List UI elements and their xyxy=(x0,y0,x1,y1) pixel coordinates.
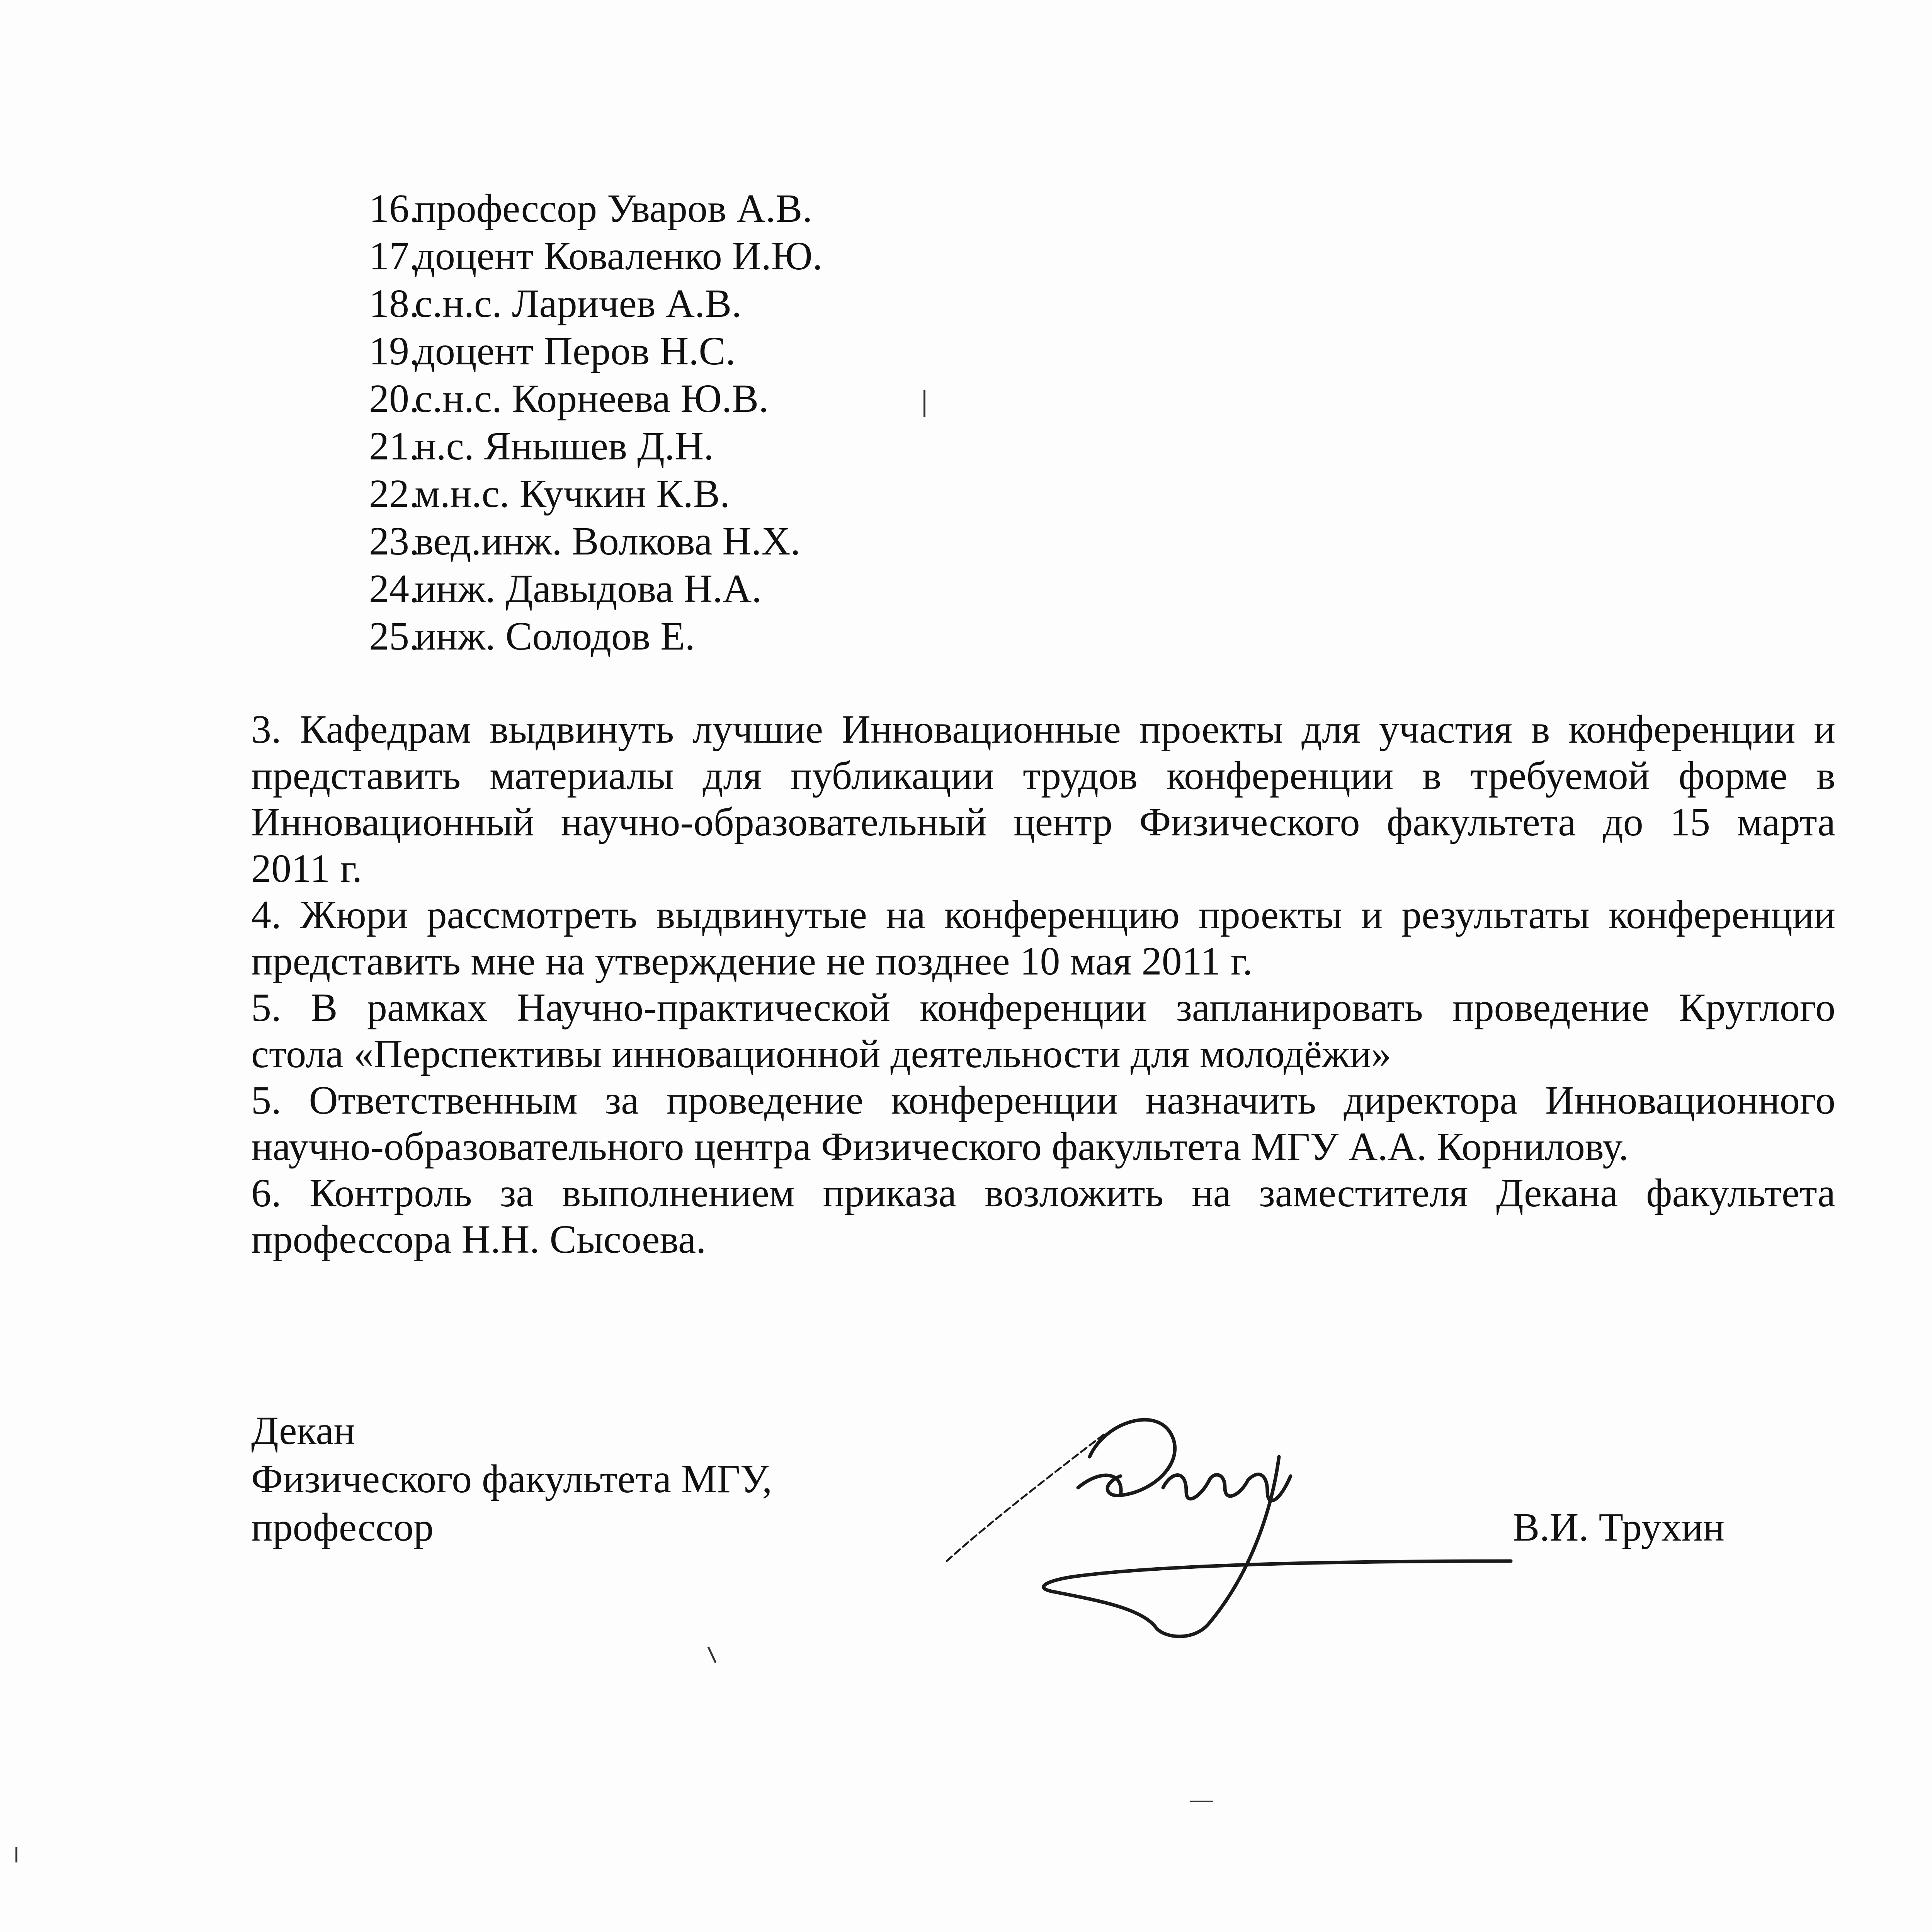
list-item-number: 22. xyxy=(369,471,419,516)
position-line: профессор xyxy=(251,1505,434,1549)
paragraph-line: 2011 г. xyxy=(251,846,362,891)
list-item-text: м.н.с. Кучкин К.В. xyxy=(415,471,730,516)
paragraph-line: представить материалы для публикации трудов конференции в требуемой форме в xyxy=(251,753,1835,798)
scan-speck xyxy=(15,1847,17,1862)
member-list xyxy=(369,185,1374,660)
paragraph-line: 5. Ответственным за проведение конференции назначить директора Инновационного xyxy=(251,1078,1835,1122)
list-item xyxy=(369,422,1374,470)
list-item-number: 23. xyxy=(369,519,419,563)
list-item-number: 17. xyxy=(369,234,419,278)
list-item-number: 25. xyxy=(369,614,419,658)
list-item xyxy=(369,517,1374,565)
paragraph-line: стола «Перспективы инновационной деятельности для молодёжи» xyxy=(251,1032,1391,1076)
paragraph-line: 5. В рамках Научно-практической конференции запланировать проведение Круглого xyxy=(251,985,1835,1030)
signatory-name: В.И. Трухин xyxy=(1513,1505,1725,1549)
list-item-number: 16. xyxy=(369,186,419,231)
position-line: Физического факультета МГУ, xyxy=(251,1457,772,1501)
list-item xyxy=(369,185,1374,232)
list-item xyxy=(369,327,1374,375)
list-item xyxy=(369,375,1374,422)
scan-speck xyxy=(707,1646,717,1663)
paragraph-item-5a xyxy=(251,985,1835,1077)
handwritten-signature xyxy=(939,1399,1519,1677)
paragraph-line: профессора Н.Н. Сысоева. xyxy=(251,1217,706,1262)
list-item-text: с.н.с. Корнеева Ю.В. xyxy=(415,376,769,421)
list-item xyxy=(369,612,1374,660)
list-item xyxy=(369,280,1374,327)
paragraph-line: 3. Кафедрам выдвинуть лучшие Инновационные проекты для участия в конференции и xyxy=(251,707,1835,752)
list-item-text: доцент Коваленко И.Ю. xyxy=(415,234,823,278)
list-item-text: инж. Солодов Е. xyxy=(415,614,695,658)
paragraph-line: Инновационный научно-образовательный центр Физического факультета до 15 марта xyxy=(251,800,1835,844)
list-item-text: н.с. Янышев Д.Н. xyxy=(415,424,714,468)
list-item xyxy=(369,470,1374,517)
paragraph-line: представить мне на утверждение не позднее 10 мая 2011 г. xyxy=(251,939,1253,983)
scan-speck xyxy=(1190,1801,1213,1802)
list-item-number: 18. xyxy=(369,281,419,326)
paragraph-line: 4. Жюри рассмотреть выдвинутые на конференцию проекты и результаты конференции xyxy=(251,893,1835,937)
signatory-position xyxy=(251,1406,772,1551)
list-item xyxy=(369,565,1374,612)
list-item-text: профессор Уваров А.В. xyxy=(415,186,813,231)
list-item-number: 21. xyxy=(369,424,419,468)
paragraph-item-5b xyxy=(251,1077,1835,1170)
list-item-text: вед.инж. Волкова Н.Х. xyxy=(415,519,801,563)
position-line: Декан xyxy=(251,1408,355,1453)
paragraph-item-3 xyxy=(251,706,1835,892)
list-item-text: инж. Давыдова Н.А. xyxy=(415,566,762,611)
list-item xyxy=(369,232,1374,280)
list-item-text: доцент Перов Н.С. xyxy=(415,329,736,373)
list-item-number: 19. xyxy=(369,329,419,373)
paragraph-line: научно-образовательного центра Физического факультета МГУ А.А. Корнилову. xyxy=(251,1124,1629,1169)
paragraph-line: 6. Контроль за выполнением приказа возложить на заместителя Декана факультета xyxy=(251,1171,1835,1215)
scan-speck xyxy=(923,390,925,417)
order-paragraphs xyxy=(251,706,1835,1263)
list-item-number: 24. xyxy=(369,566,419,611)
list-item-text: с.н.с. Ларичев А.В. xyxy=(415,281,742,326)
paragraph-item-4 xyxy=(251,892,1835,985)
list-item-number: 20. xyxy=(369,376,419,421)
paragraph-item-6 xyxy=(251,1170,1835,1263)
